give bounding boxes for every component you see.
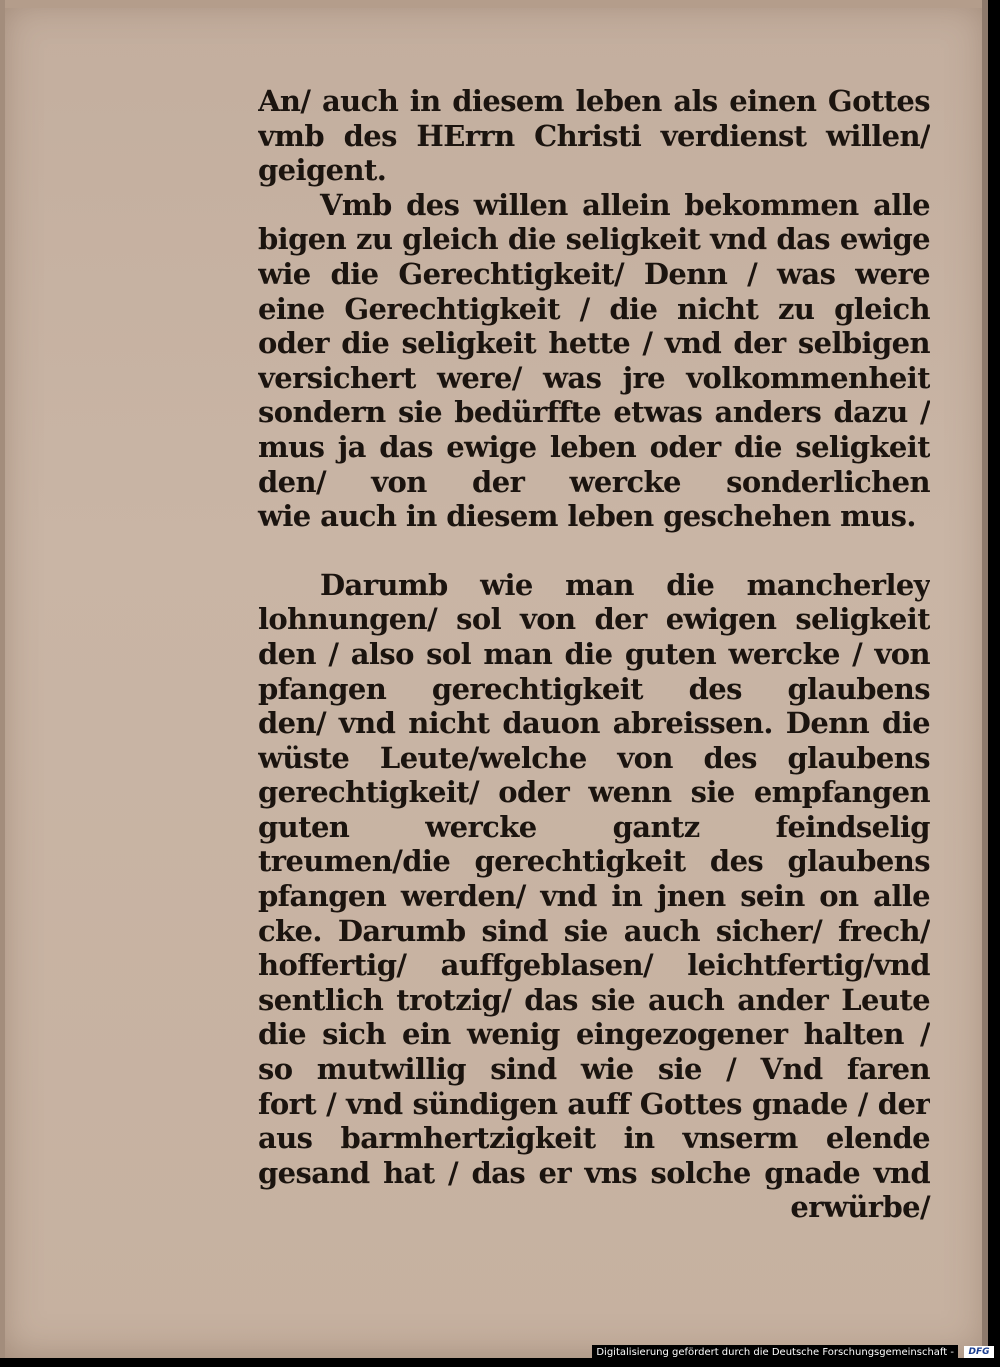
text-line: Vmb des willen allein bekommen alle — [320, 187, 930, 222]
text-line: hoffertig/ auffgeblasen/ leichtfertig/vnd — [258, 948, 930, 983]
text-line: versichert were/ was jre volkommenheit — [258, 360, 930, 395]
text-line: pfangen gerechtigkeit des glaubens — [258, 671, 930, 706]
paragraph-gap — [258, 534, 930, 568]
text-line: wie die Gerechtigkeit/ Denn / was were — [258, 256, 930, 291]
text-line: den/ von der wercke sonderlichen — [258, 464, 930, 499]
text-line: treumen/die gerechtigkeit des glaubens — [258, 844, 930, 879]
text-line: lohnungen/ sol von der ewigen seligkeit — [258, 602, 930, 637]
text-line: so mutwillig sind wie sie / Vnd faren — [258, 1052, 930, 1087]
text-line: wüste Leute/welche von des glaubens — [258, 740, 930, 775]
text-line: vmb des HErrn Christi verdienst willen/ — [258, 118, 930, 153]
text-line: guten wercke gantz feindselig — [258, 809, 930, 844]
text-line: oder die seligkeit hette / vnd der selbigen — [258, 326, 930, 361]
text-line: fort / vnd sündigen auff Gottes gnade / der — [258, 1086, 930, 1121]
catchword: erwürbe/ — [790, 1190, 930, 1225]
text-line: sondern sie bedürffte etwas anders dazu / — [258, 395, 930, 430]
page-edge-left — [0, 0, 5, 1358]
funding-credit: Digitalisierung gefördert durch die Deutsche Forschungsgemeinschaft - — [592, 1345, 958, 1360]
text-line: gerechtigkeit/ oder wenn sie empfangen — [258, 775, 930, 810]
page-edge-top — [0, 0, 988, 8]
text-line: den / also sol man die guten wercke / von — [258, 636, 930, 671]
text-line: eine Gerechtigkeit / die nicht zu gleich — [258, 291, 930, 326]
text-line: mus ja das ewige leben oder die seligkeit — [258, 429, 930, 464]
text-line: gesand hat / das er vns solche gnade vnd — [258, 1155, 930, 1190]
page-edge-right — [982, 0, 988, 1358]
text-line: Darumb wie man die mancherley — [320, 567, 930, 602]
text-line: bigen zu gleich die seligkeit vnd das ewige — [258, 222, 930, 257]
text-line: den/ vnd nicht dauon abreissen. Denn die — [258, 706, 930, 741]
text-line: wie auch in diesem leben geschehen mus. — [258, 499, 916, 534]
page-text — [258, 84, 930, 1225]
text-line: aus barmhertzigkeit in vnserm elende — [258, 1121, 930, 1156]
text-line: sentlich trotzig/ das sie auch ander Leute — [258, 982, 930, 1017]
dfg-logo: DFG — [964, 1346, 994, 1358]
text-line: geigent. — [258, 153, 387, 188]
text-line: pfangen werden/ vnd in jnen sein on alle — [258, 879, 930, 914]
text-line: An/ auch in diesem leben als einen Gottes — [258, 84, 930, 118]
text-line: cke. Darumb sind sie auch sicher/ frech/ — [258, 913, 930, 948]
text-line: die sich ein wenig eingezogener halten / — [258, 1017, 930, 1052]
